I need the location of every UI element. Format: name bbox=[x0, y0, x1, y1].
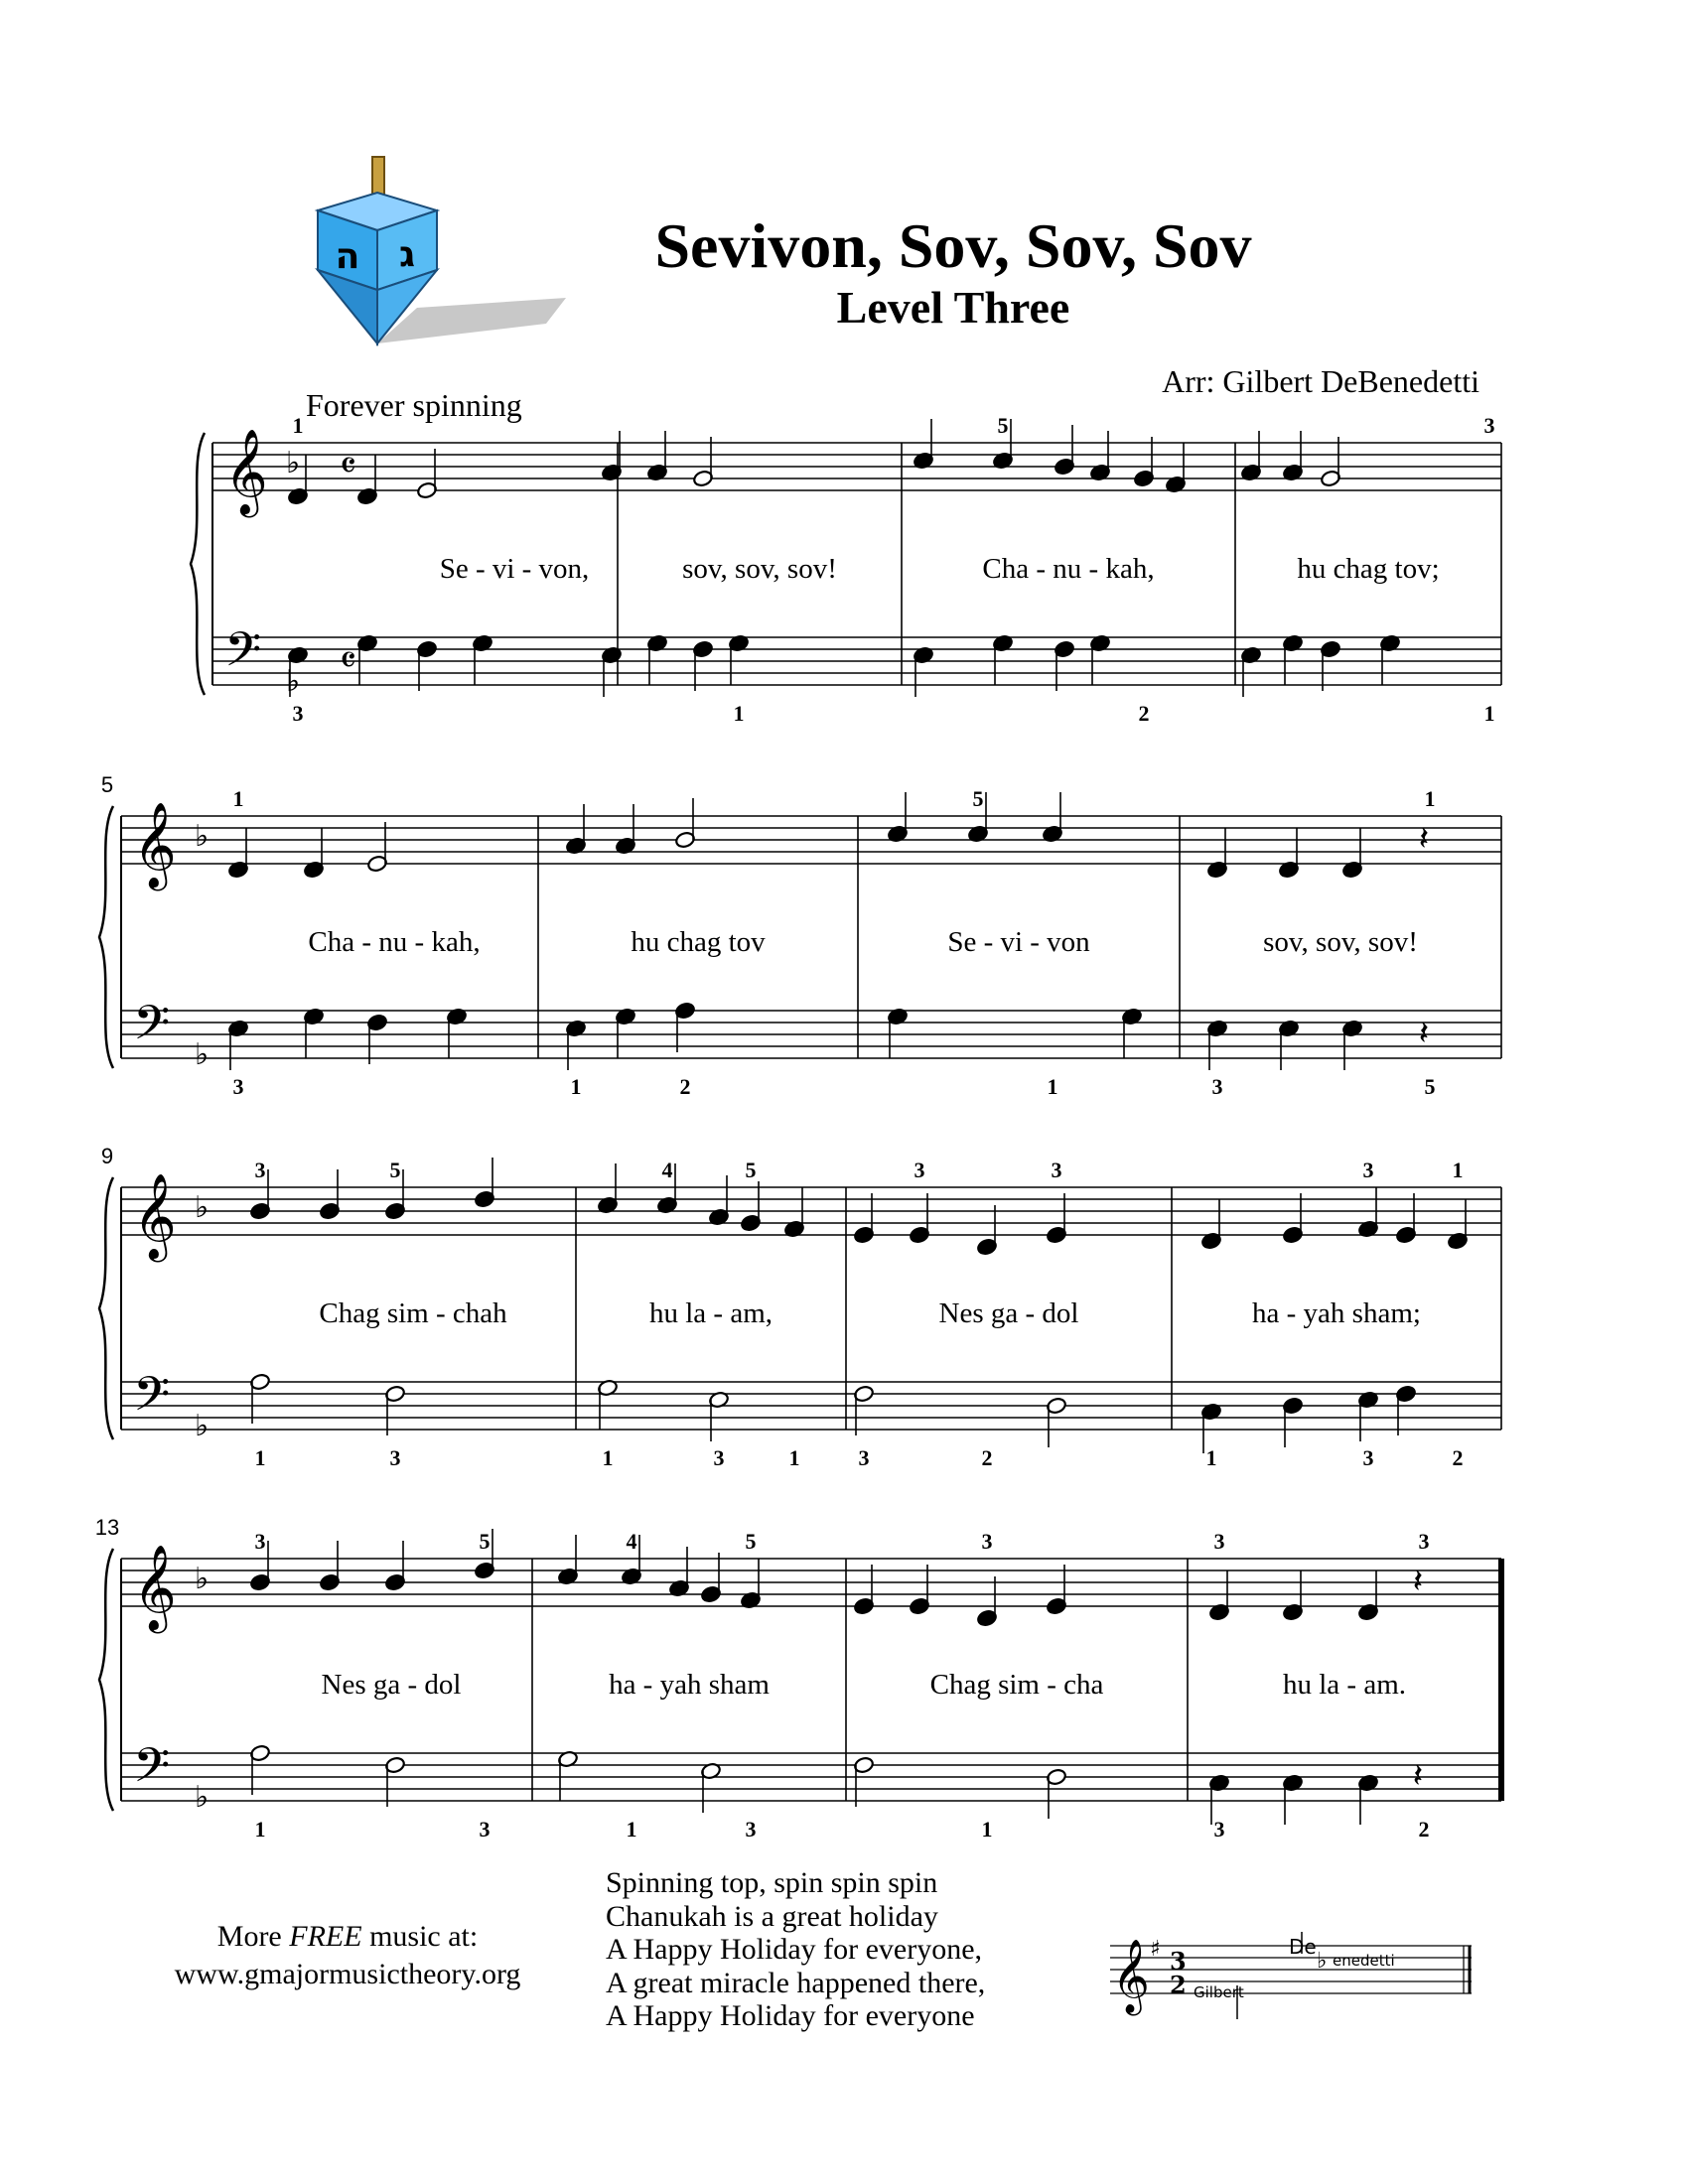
note bbox=[1282, 1774, 1303, 1825]
signature-time-top: 3 bbox=[1170, 1947, 1187, 1976]
note bbox=[1395, 1193, 1416, 1244]
note bbox=[366, 822, 387, 873]
lyric-line: hu chag tov; bbox=[1297, 553, 1440, 585]
signature-time-bottom: 2 bbox=[1170, 1971, 1187, 1999]
fingering-number: 3 bbox=[254, 1158, 266, 1182]
measure-number: 13 bbox=[94, 1515, 120, 1540]
note bbox=[249, 1373, 270, 1424]
quarter-rest: 𝄽 bbox=[1412, 1756, 1424, 1796]
note bbox=[303, 828, 324, 879]
fingering-number: 3 bbox=[1483, 413, 1495, 438]
translation-line: A great miracle happened there, bbox=[606, 1966, 986, 1999]
signature-first: Gilbert bbox=[1194, 1983, 1244, 2001]
fingering-number: 4 bbox=[626, 1529, 637, 1554]
common-time-treble: 𝄴 bbox=[340, 444, 356, 487]
fingering-number: 3 bbox=[254, 1529, 266, 1554]
fingering-number: 3 bbox=[713, 1445, 725, 1470]
treble-clef-icon: 𝄞 bbox=[224, 429, 268, 514]
lyric-line: hu la - am, bbox=[648, 1297, 774, 1329]
arranger-credit: Arr: Gilbert DeBenedetti bbox=[1162, 363, 1479, 399]
dreidel-letter-gimel: ג bbox=[398, 234, 416, 275]
key-flat-treble: ♭ bbox=[286, 446, 301, 480]
brace bbox=[99, 1549, 113, 1811]
signature-logo bbox=[1102, 1916, 1479, 2025]
note bbox=[1282, 1570, 1303, 1621]
lyric-line: sov, sov, sov! bbox=[682, 553, 837, 585]
measure-number: 5 bbox=[100, 772, 114, 797]
fingering-number: 3 bbox=[745, 1817, 757, 1842]
lyric-line: Chag sim - chah bbox=[319, 1297, 507, 1329]
note bbox=[913, 419, 933, 470]
note bbox=[384, 1756, 405, 1807]
note bbox=[557, 1535, 578, 1585]
note bbox=[1133, 437, 1154, 487]
note bbox=[474, 1158, 494, 1208]
note bbox=[976, 1205, 997, 1256]
note bbox=[1341, 1020, 1362, 1070]
fingering-number: 3 bbox=[1213, 1529, 1225, 1554]
lyric-line: hu chag tov bbox=[631, 926, 766, 958]
note bbox=[1206, 828, 1227, 879]
fingering-number: 3 bbox=[1213, 1817, 1225, 1842]
note bbox=[909, 1565, 929, 1615]
bass-staff bbox=[121, 1011, 1501, 1058]
note bbox=[887, 1008, 908, 1058]
note bbox=[1089, 431, 1110, 481]
fingering-number: 1 bbox=[254, 1817, 266, 1842]
note bbox=[1282, 1397, 1303, 1447]
key-flat-treble: ♭ bbox=[195, 819, 210, 854]
fingering-number: 3 bbox=[1362, 1445, 1374, 1470]
note bbox=[1046, 1768, 1066, 1819]
promo-url[interactable]: www.gmajormusictheory.org bbox=[174, 1958, 521, 1990]
note bbox=[646, 634, 667, 685]
fingering-number: 3 bbox=[981, 1529, 993, 1554]
fingering-number: 5 bbox=[997, 413, 1009, 438]
note bbox=[1357, 1774, 1378, 1825]
bass-clef-icon: 𝄢 bbox=[133, 1366, 171, 1433]
note bbox=[1357, 1391, 1378, 1441]
note bbox=[1341, 828, 1362, 879]
lyric-line: Cha - nu - kah, bbox=[308, 926, 481, 958]
note bbox=[1054, 640, 1074, 691]
fingering-number: 1 bbox=[602, 1445, 614, 1470]
treble-clef-icon: 𝄞 bbox=[133, 1545, 177, 1630]
lyric-line: Se - vi - von, bbox=[439, 553, 590, 585]
note bbox=[853, 1756, 874, 1807]
note bbox=[1240, 431, 1261, 481]
fingering-number: 3 bbox=[389, 1445, 401, 1470]
note bbox=[472, 634, 492, 685]
note bbox=[1320, 437, 1340, 487]
signature-letters: De bbox=[1289, 1935, 1317, 1959]
note bbox=[1282, 1193, 1303, 1244]
note bbox=[227, 828, 248, 879]
note bbox=[249, 1744, 270, 1795]
note bbox=[887, 792, 908, 843]
footer-promo bbox=[139, 1918, 556, 1993]
fingering-number: 4 bbox=[661, 1158, 673, 1182]
lyric-line: ha - yah sham bbox=[609, 1669, 770, 1701]
fingering-number: 2 bbox=[1418, 1817, 1430, 1842]
brace bbox=[191, 433, 205, 695]
fingering-number: 2 bbox=[679, 1074, 691, 1099]
treble-staff bbox=[121, 816, 1501, 864]
note bbox=[1042, 792, 1062, 843]
quarter-rest: 𝄽 bbox=[1418, 1014, 1430, 1053]
lyric-line: Se - vi - von bbox=[947, 926, 1090, 958]
note bbox=[384, 1541, 405, 1591]
note bbox=[1240, 646, 1261, 697]
fingering-number: 1 bbox=[570, 1074, 582, 1099]
note bbox=[1089, 634, 1110, 685]
translation-line: Spinning top, spin spin spin bbox=[606, 1866, 938, 1899]
note bbox=[319, 1169, 340, 1220]
lyric-line: Cha - nu - kah, bbox=[982, 553, 1155, 585]
note bbox=[674, 798, 695, 849]
note bbox=[1357, 1570, 1378, 1621]
lyric-line: Nes ga - dol bbox=[938, 1297, 1079, 1329]
treble-clef-icon: 𝄞 bbox=[133, 1173, 177, 1259]
note bbox=[740, 1559, 761, 1609]
fingering-number: 1 bbox=[1047, 1074, 1058, 1099]
note bbox=[597, 1379, 618, 1430]
note bbox=[319, 1541, 340, 1591]
key-flat-treble: ♭ bbox=[195, 1190, 210, 1225]
lyric-line: Chag sim - cha bbox=[929, 1669, 1104, 1701]
fingering-number: 3 bbox=[292, 701, 304, 726]
key-flat-treble: ♭ bbox=[195, 1562, 210, 1596]
bass-clef-icon: 𝄢 bbox=[224, 621, 262, 689]
note bbox=[356, 455, 377, 505]
note bbox=[227, 1020, 248, 1070]
note bbox=[783, 1187, 804, 1238]
page-title: Sevivon, Sov, Sov, Sov bbox=[654, 210, 1252, 281]
quarter-rest: 𝄽 bbox=[1418, 819, 1430, 859]
key-flat-bass: ♭ bbox=[195, 1037, 210, 1072]
note bbox=[1054, 425, 1074, 476]
fingering-number: 2 bbox=[1452, 1445, 1464, 1470]
note bbox=[692, 437, 713, 487]
lyric-line: hu la - am. bbox=[1282, 1669, 1407, 1701]
signature-clef-icon: 𝄞 bbox=[1112, 1940, 1150, 2013]
dreidel-letter-he: ה bbox=[335, 236, 360, 277]
note bbox=[913, 646, 933, 697]
note bbox=[601, 646, 622, 697]
brace bbox=[99, 1177, 113, 1439]
note bbox=[416, 449, 437, 499]
note bbox=[853, 1193, 874, 1244]
note bbox=[740, 1181, 761, 1232]
translation-line: A Happy Holiday for everyone, bbox=[606, 1933, 983, 1966]
fingering-number: 1 bbox=[1452, 1158, 1464, 1182]
key-flat-bass: ♭ bbox=[286, 664, 301, 699]
fingering-number: 1 bbox=[232, 786, 244, 811]
fingering-number: 3 bbox=[914, 1158, 925, 1182]
note bbox=[1208, 1570, 1229, 1621]
translation bbox=[606, 1866, 985, 2033]
fingering-number: 3 bbox=[1051, 1158, 1062, 1182]
fingering-number: 1 bbox=[254, 1445, 266, 1470]
note bbox=[1357, 1187, 1378, 1238]
note bbox=[1320, 640, 1340, 691]
fingering-number: 3 bbox=[1362, 1158, 1374, 1182]
fingering-number: 3 bbox=[479, 1817, 491, 1842]
treble-staff bbox=[212, 443, 1501, 490]
fingering-number: 2 bbox=[981, 1445, 993, 1470]
key-flat-bass: ♭ bbox=[195, 1780, 210, 1815]
fingering-number: 1 bbox=[1205, 1445, 1217, 1470]
note bbox=[446, 1008, 467, 1058]
quarter-rest: 𝄽 bbox=[1412, 1562, 1424, 1601]
measure-number: 9 bbox=[100, 1144, 114, 1168]
fingering-number: 1 bbox=[733, 701, 745, 726]
fingering-number: 3 bbox=[232, 1074, 244, 1099]
note bbox=[909, 1193, 929, 1244]
translation-line: Chanukah is a great holiday bbox=[606, 1899, 938, 1933]
fingering-number: 3 bbox=[1418, 1529, 1430, 1554]
fingering-number: 5 bbox=[745, 1529, 757, 1554]
treble-clef-icon: 𝄞 bbox=[133, 802, 177, 887]
note bbox=[384, 1385, 405, 1435]
fingering-number: 1 bbox=[1424, 786, 1436, 811]
tempo-marking: Forever spinning bbox=[306, 387, 522, 423]
key-flat-bass: ♭ bbox=[195, 1409, 210, 1443]
bass-clef-icon: 𝄢 bbox=[133, 995, 171, 1062]
signature-flat: ♭ bbox=[1317, 1949, 1328, 1974]
note bbox=[700, 1762, 721, 1813]
note bbox=[416, 640, 437, 691]
note bbox=[356, 634, 377, 685]
note bbox=[708, 1175, 729, 1226]
note bbox=[692, 640, 713, 691]
note bbox=[853, 1385, 874, 1435]
note bbox=[1379, 634, 1400, 685]
common-time-bass: 𝄴 bbox=[340, 638, 356, 682]
note bbox=[1165, 443, 1186, 493]
note bbox=[1121, 1008, 1142, 1058]
note bbox=[565, 1020, 586, 1070]
lyric-line: sov, sov, sov! bbox=[1263, 926, 1418, 958]
note bbox=[1046, 1193, 1066, 1244]
note bbox=[1046, 1397, 1066, 1447]
note bbox=[1395, 1385, 1416, 1435]
note bbox=[853, 1565, 874, 1615]
fingering-number: 5 bbox=[389, 1158, 401, 1182]
note bbox=[557, 1750, 578, 1801]
fingering-number: 1 bbox=[1483, 701, 1495, 726]
fingering-number: 1 bbox=[788, 1445, 800, 1470]
note bbox=[1200, 1199, 1221, 1250]
note bbox=[646, 431, 667, 481]
fingering-number: 1 bbox=[981, 1817, 993, 1842]
note bbox=[1206, 1020, 1227, 1070]
note bbox=[303, 1008, 324, 1058]
note bbox=[597, 1163, 618, 1214]
note bbox=[728, 634, 749, 685]
signature-last: enedetti bbox=[1333, 1952, 1395, 1970]
note bbox=[708, 1391, 729, 1441]
fingering-number: 3 bbox=[1211, 1074, 1223, 1099]
translation-line: A Happy Holiday for everyone bbox=[606, 1999, 975, 2032]
signature-sharp: ♯ bbox=[1150, 1937, 1161, 1962]
note bbox=[1046, 1565, 1066, 1615]
note bbox=[700, 1553, 721, 1603]
note bbox=[1278, 828, 1299, 879]
note bbox=[1447, 1199, 1468, 1250]
note bbox=[976, 1576, 997, 1627]
note bbox=[601, 431, 622, 481]
note bbox=[1278, 1020, 1299, 1070]
note bbox=[615, 804, 635, 855]
fingering-number: 2 bbox=[1138, 701, 1150, 726]
fingering-number: 3 bbox=[858, 1445, 870, 1470]
bass-staff bbox=[212, 637, 1501, 685]
note bbox=[615, 1008, 635, 1058]
fingering-number: 1 bbox=[292, 413, 304, 438]
lyric-line: ha - yah sham; bbox=[1252, 1297, 1421, 1329]
note bbox=[1282, 634, 1303, 685]
bass-clef-icon: 𝄢 bbox=[133, 1737, 171, 1805]
fingering-number: 5 bbox=[1424, 1074, 1436, 1099]
brace bbox=[99, 806, 113, 1068]
page-subtitle: Level Three bbox=[836, 282, 1070, 333]
note bbox=[992, 634, 1013, 685]
note bbox=[565, 804, 586, 855]
note bbox=[668, 1547, 689, 1597]
fingering-number: 1 bbox=[626, 1817, 637, 1842]
note bbox=[366, 1014, 387, 1064]
fingering-number: 5 bbox=[745, 1158, 757, 1182]
fingering-number: 5 bbox=[479, 1529, 491, 1554]
promo-line: More FREE music at: bbox=[216, 1920, 479, 1953]
note bbox=[674, 1002, 695, 1052]
fingering-number: 5 bbox=[972, 786, 984, 811]
note bbox=[1282, 431, 1303, 481]
lyric-line: Nes ga - dol bbox=[321, 1669, 462, 1701]
